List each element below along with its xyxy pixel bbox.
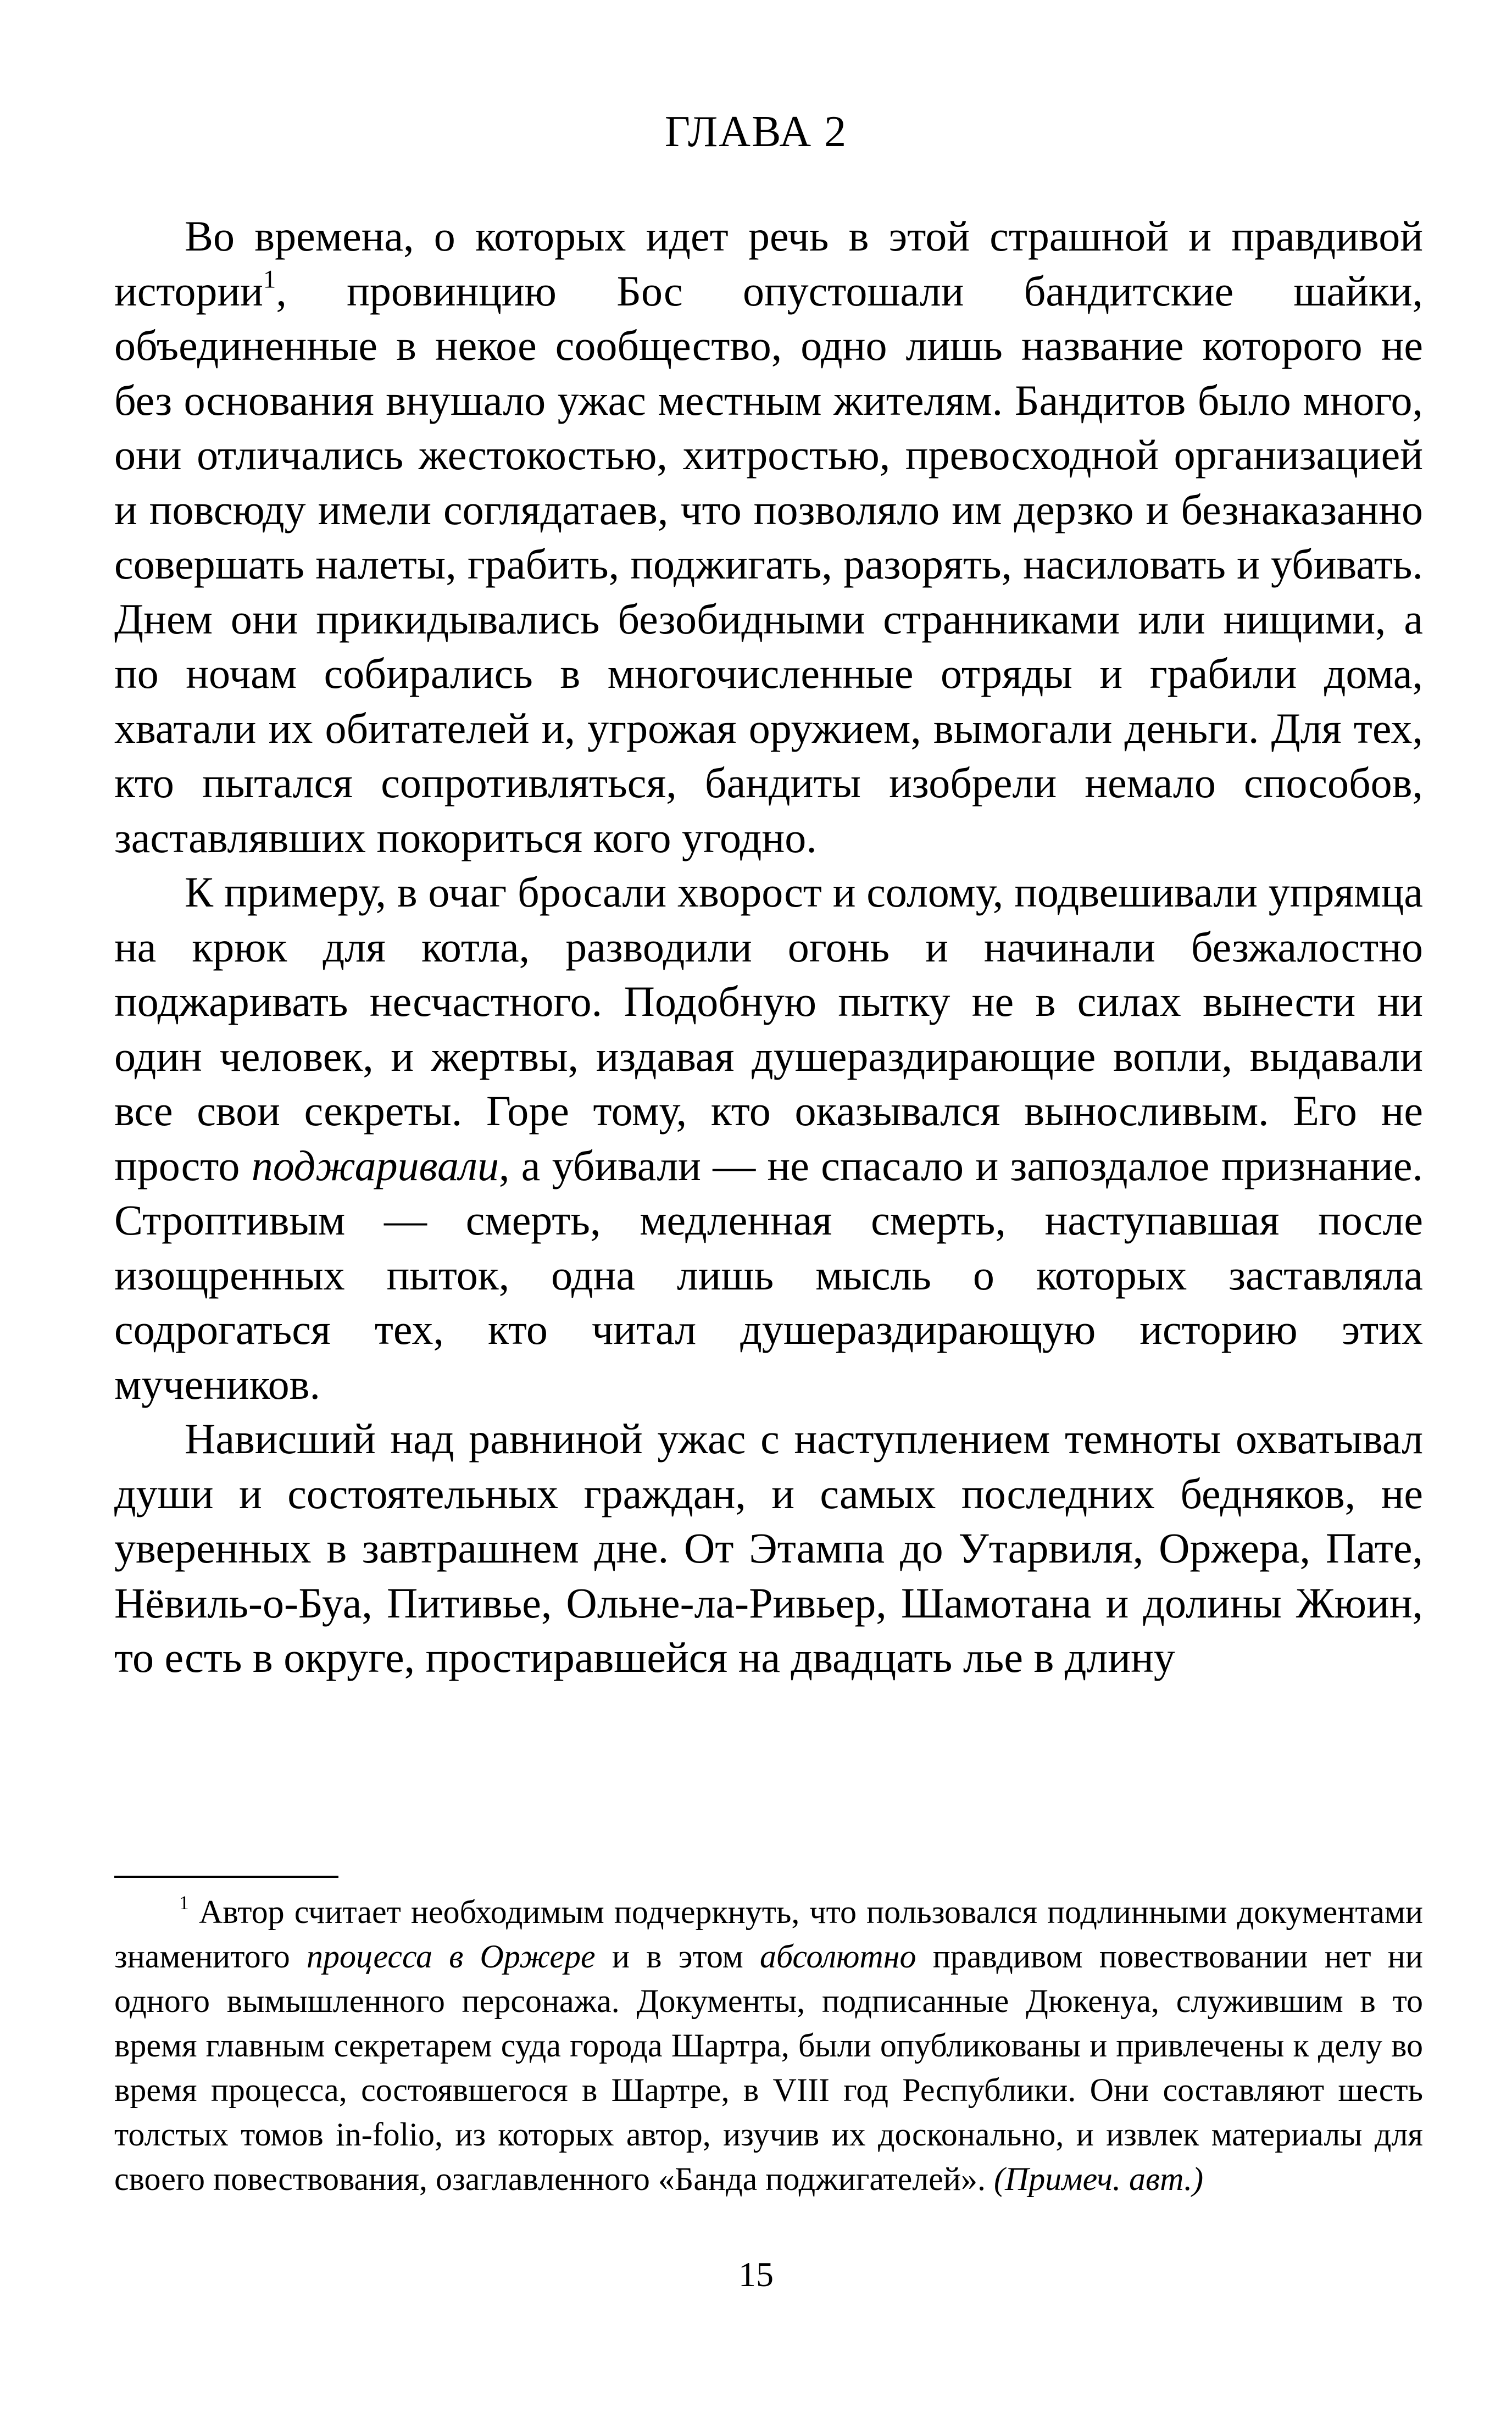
chapter-title: ГЛАВА 2 bbox=[664, 108, 848, 156]
footnote-italic-3: (Примеч. авт.) bbox=[993, 2161, 1204, 2197]
main-text bbox=[114, 209, 1423, 1685]
footnote-italic-1: процесса в Оржере bbox=[307, 1938, 596, 1975]
page-number: 15 bbox=[738, 2255, 774, 2294]
paragraph-2-italic: поджаривали bbox=[251, 1141, 499, 1189]
footnote-mark: 1 bbox=[179, 1891, 189, 1914]
footnote-divider bbox=[114, 1876, 338, 1878]
paragraph-3: Нависший над равниной ужас с наступлением темноты охватывал души и состоятельных граждан, и самых последних бедняков, не уверенных в завтрашнем дне. От Этампа до Утарвиля, Оржера, Пате, Нёвиль-о-Буа, Питивье, Ольне-ла-Ривьер, Шамотана и долины Жюин, то есть в округе, простиравшейся на двадцать лье в длину bbox=[114, 1415, 1423, 1681]
footnote-part-2: и в этом bbox=[595, 1938, 760, 1975]
paragraph-2-part-1: К примеру, в очаг бросали хворост и солому, подвешивали упрямца на крюк для котла, разводили огонь и начинали безжалостно поджаривать несчастного. Подобную пытку не в силах вынести ни один человек, и жертвы, издавая душераздирающие вопли, выдавали все свои секреты. Горе тому, кто оказывался выносливым. Его не просто bbox=[114, 868, 1423, 1189]
footnote-reference: 1 bbox=[263, 264, 276, 293]
paragraph-2 bbox=[114, 865, 1423, 1411]
paragraph-1-rest: , провинцию Бос опустошали бандитские шайки, объединенные в некое сообщество, одно лишь название которого не без основания внушало ужас местным жителям. Бандитов было много, они отличались жестокостью, хитростью, превосходной организацией и повсюду имели соглядатаев, что позволяло им дерзко и безнаказанно совершать налеты, грабить, поджигать, разорять, насиловать и убивать. Днем они прикидывались безобидными странниками или нищими, а по ночам собирались в многочисленные отряды и грабили дома, хватали их обитателей и, угрожая оружием, вымогали деньги. Для тех, кто пытался сопротивляться, бандиты изобрели немало способов, заставлявших покориться кого угодно. bbox=[114, 266, 1423, 861]
paragraph-1-start: Во времена, о которых идет речь в этой страшной и правдивой истории bbox=[114, 212, 1423, 315]
footnote bbox=[114, 1890, 1423, 2201]
footnote-italic-2: абсолютно bbox=[759, 1938, 916, 1975]
paragraph-1 bbox=[114, 209, 1423, 865]
footnote-part-1: Автор считает необходимым подчеркнуть, что пользовался подлинными документами знаменитого bbox=[114, 1894, 1423, 1975]
paragraph-2-part-2: , а убивали — не спасало и запоздалое признание. Строптивым — смерть, медленная смерть, наступавшая после изощренных пыток, одна лишь мысль о которых заставляла содрогаться тех, кто читал душераздирающую историю этих мучеников. bbox=[114, 1141, 1423, 1408]
footnote-part-3: правдивом повествовании нет ни одного вымышленного персонажа. Документы, подписанные Дюкенуа, служившим в то время главным секретарем суда города Шартра, были опубликованы и привлечены к делу во время процесса, состоявшегося в Шартре, в VIII год Республики. Они составляют шесть толстых томов in-folio, из которых автор, изучив их досконально, и извлек материалы для своего повествования, озаглавленного «Банда поджигателей». bbox=[114, 1938, 1423, 2197]
